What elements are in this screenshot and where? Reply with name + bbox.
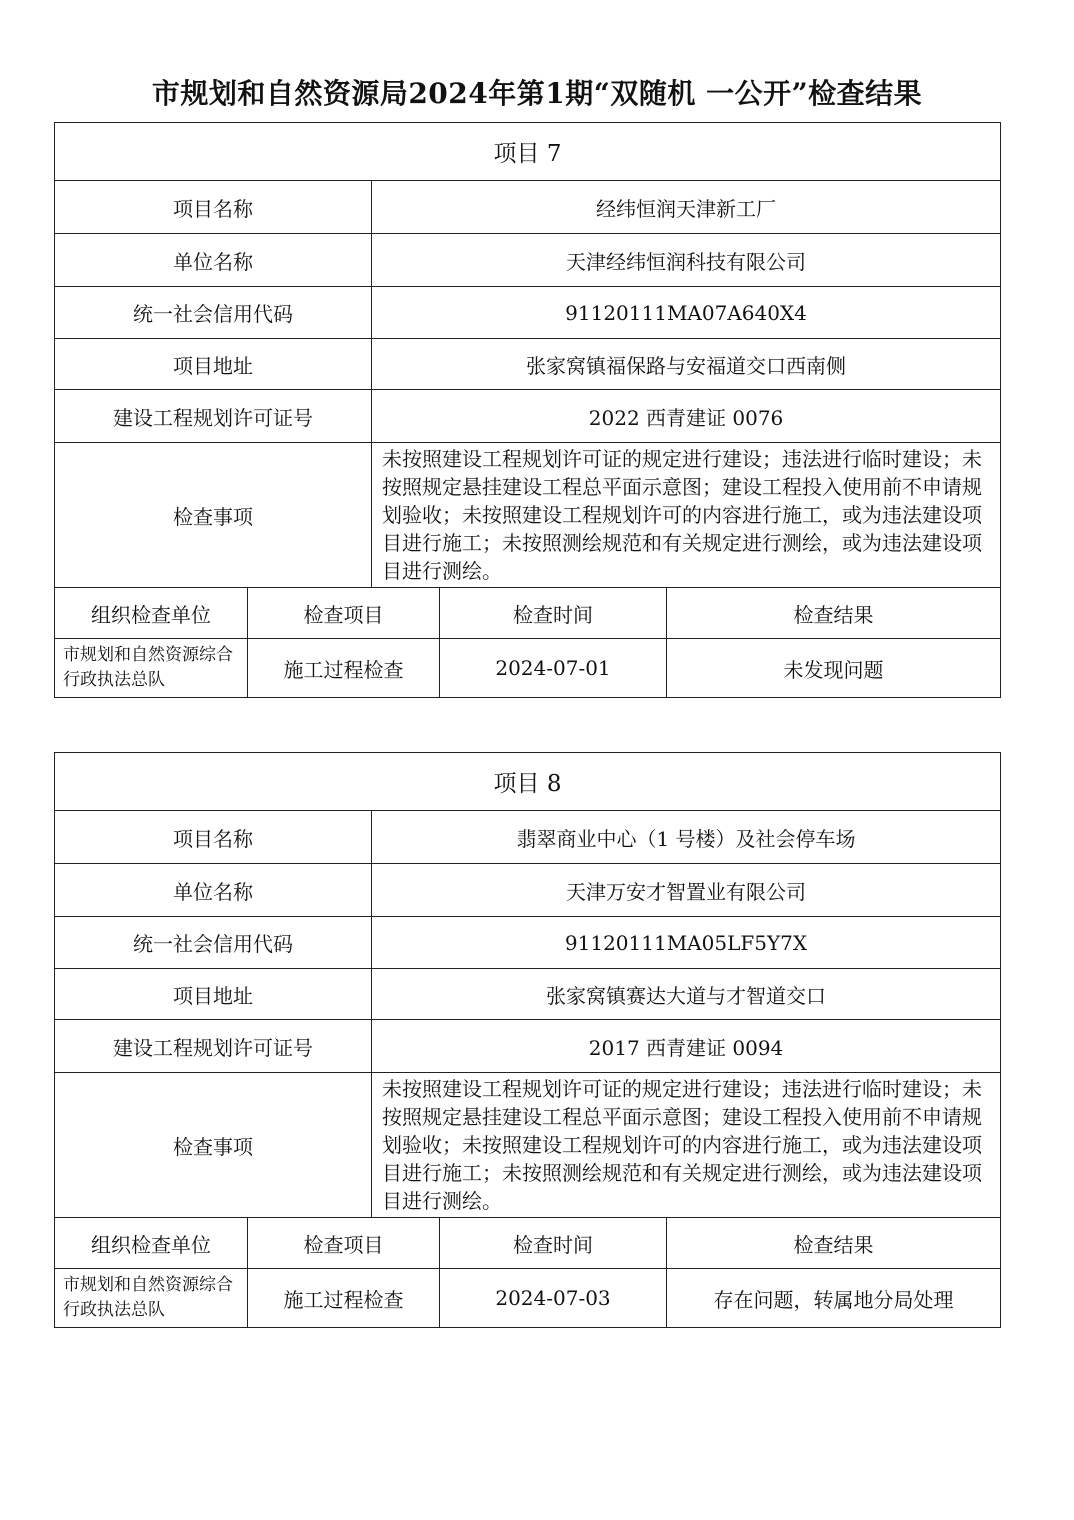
project-name-value: 翡翠商业中心（1 号楼）及社会停车场 xyxy=(372,811,1001,864)
check-items-label: 检查事项 xyxy=(55,443,372,588)
check-time-value: 2024-07-01 xyxy=(440,639,667,698)
check-result-header: 检查结果 xyxy=(667,588,1001,639)
check-time-value: 2024-07-03 xyxy=(440,1269,667,1328)
permit-no-value: 2022 西青建证 0076 xyxy=(372,390,1001,443)
project-table-8 xyxy=(54,752,1001,1328)
permit-no-label: 建设工程规划许可证号 xyxy=(55,390,372,443)
unit-name-label: 单位名称 xyxy=(55,234,372,287)
check-result-header: 检查结果 xyxy=(667,1218,1001,1269)
check-time-header: 检查时间 xyxy=(440,588,667,639)
project-name-value: 经纬恒润天津新工厂 xyxy=(372,181,1001,234)
check-project-value: 施工过程检查 xyxy=(248,639,440,698)
credit-code-label: 统一社会信用代码 xyxy=(55,917,372,969)
check-time-header: 检查时间 xyxy=(440,1218,667,1269)
org-unit-value: 市规划和自然资源综合行政执法总队 xyxy=(63,1275,233,1320)
credit-code-label: 统一社会信用代码 xyxy=(55,287,372,339)
address-label: 项目地址 xyxy=(55,969,372,1020)
permit-no-label: 建设工程规划许可证号 xyxy=(55,1020,372,1073)
check-project-header: 检查项目 xyxy=(248,1218,440,1269)
check-project-value: 施工过程检查 xyxy=(248,1269,440,1328)
credit-code-value: 91120111MA05LF5Y7X xyxy=(372,917,1001,969)
check-items-value: 未按照建设工程规划许可证的规定进行建设；违法进行临时建设；未按照规定悬挂建设工程总平面示意图；建设工程投入使用前不申请规划验收；未按照建设工程规划许可的内容进行施工，或为违法建设项目进行施工；未按照测绘规范和有关规定进行测绘，或为违法建设项目进行测绘。 xyxy=(372,1073,1001,1218)
project-heading: 项目 7 xyxy=(55,123,1001,181)
check-items-value: 未按照建设工程规划许可证的规定进行建设；违法进行临时建设；未按照规定悬挂建设工程总平面示意图；建设工程投入使用前不申请规划验收；未按照建设工程规划许可的内容进行施工，或为违法建设项目进行施工；未按照测绘规范和有关规定进行测绘，或为违法建设项目进行测绘。 xyxy=(372,443,1001,588)
project-heading: 项目 8 xyxy=(55,753,1001,811)
unit-name-label: 单位名称 xyxy=(55,864,372,917)
check-result-value: 存在问题，转属地分局处理 xyxy=(667,1269,1001,1328)
project-table-7 xyxy=(54,122,1001,698)
unit-name-value: 天津经纬恒润科技有限公司 xyxy=(372,234,1001,287)
org-unit-header: 组织检查单位 xyxy=(55,588,248,639)
page-title: 市规划和自然资源局2024年第1期“双随机 一公开”检查结果 xyxy=(151,77,923,110)
org-unit-value: 市规划和自然资源综合行政执法总队 xyxy=(63,645,233,690)
address-value: 张家窝镇福保路与安福道交口西南侧 xyxy=(372,339,1001,390)
project-name-label: 项目名称 xyxy=(55,181,372,234)
check-project-header: 检查项目 xyxy=(248,588,440,639)
credit-code-value: 91120111MA07A640X4 xyxy=(372,287,1001,339)
address-label: 项目地址 xyxy=(55,339,372,390)
check-items-label: 检查事项 xyxy=(55,1073,372,1218)
address-value: 张家窝镇赛达大道与才智道交口 xyxy=(372,969,1001,1020)
org-unit-header: 组织检查单位 xyxy=(55,1218,248,1269)
permit-no-value: 2017 西青建证 0094 xyxy=(372,1020,1001,1073)
unit-name-value: 天津万安才智置业有限公司 xyxy=(372,864,1001,917)
project-name-label: 项目名称 xyxy=(55,811,372,864)
check-result-value: 未发现问题 xyxy=(667,639,1001,698)
